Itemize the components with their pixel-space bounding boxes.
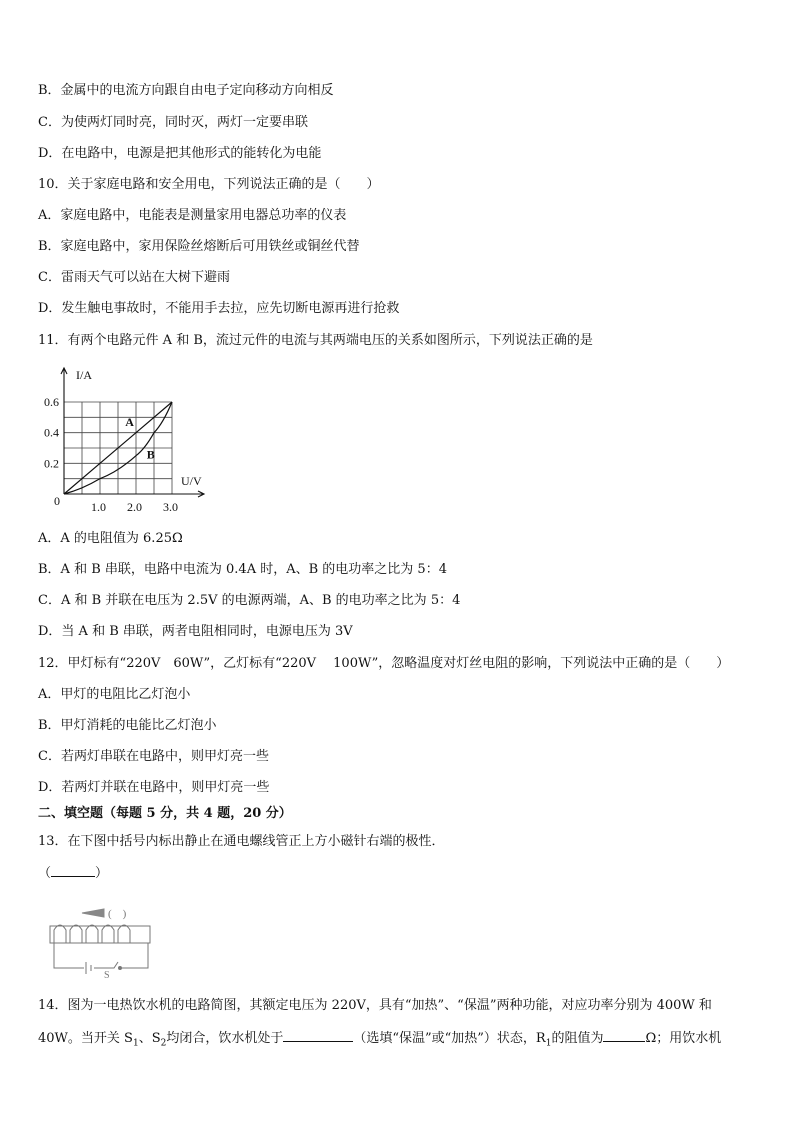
q12-option-b: B．甲灯消耗的电能比乙灯泡小	[38, 718, 217, 733]
q12-option-a: A．甲灯的电阻比乙灯泡小	[38, 687, 191, 702]
q11-option-b: B．A 和 B 串联，电路中电流为 0.4A 时，A、B 的电功率之比为 5：4	[38, 562, 447, 577]
q10-option-c: C．雷雨天气可以站在大树下避雨	[38, 270, 230, 285]
q12-option-c: C．若两灯串联在电路中，则甲灯亮一些	[38, 749, 269, 764]
y-axis-label: I/A	[76, 368, 92, 382]
solenoid-figure	[44, 898, 162, 978]
q13-close-paren: ）	[95, 866, 109, 881]
q13-answer-blank	[38, 864, 108, 883]
q10-option-d: D．发生触电事故时，不能用手去拉，应先切断电源再进行抢救	[38, 301, 400, 316]
y-tick-label: 0.6	[44, 395, 59, 409]
battery-icon	[86, 962, 91, 974]
q11-option-c: C．A 和 B 并联在电压为 2.5V 的电源两端，A、B 的电功率之比为 5：4	[38, 593, 461, 608]
x-tick-label: 3.0	[163, 500, 178, 514]
needle-bracket: ( )	[108, 908, 127, 920]
q14-text-e: 的阻值为	[551, 1031, 604, 1046]
series-label-a: A	[125, 415, 134, 430]
q14-text-f: Ω；用饮水机	[645, 1031, 722, 1046]
q14-line-2	[38, 1029, 721, 1053]
q9-option-c: C．为使两灯同时亮，同时灭，两灯一定要串联	[38, 115, 308, 130]
q11-option-d: D．当 A 和 B 串联，两者电阻相同时，电源电压为 3V	[38, 624, 353, 639]
q14-text-b: 、S	[138, 1031, 161, 1046]
q13-stem: 13．在下图中括号内标出静止在通电螺线管正上方小磁针右端的极性．	[38, 834, 445, 849]
q14-blank-resistance[interactable]	[603, 1029, 645, 1042]
switch-icon	[119, 967, 122, 970]
q12-stem: 12．甲灯标有“220V 60W”，乙灯标有“220V 100W”，忽略温度对灯丝电阻的影响，下列说法中正确的是（ ）	[38, 656, 730, 671]
section-title-fill-in: 二、填空题（每题 5 分，共 4 题，20 分）	[38, 806, 292, 821]
q14-text-c: 均闭合，饮水机处于	[166, 1031, 284, 1046]
switch-label: S	[104, 970, 110, 978]
series-label-b: B	[146, 447, 155, 462]
iv-graph	[44, 364, 224, 516]
q14-blank-state[interactable]	[283, 1029, 353, 1042]
q14-text-a: 40W。当开关 S	[38, 1031, 133, 1046]
q14-line-1: 14．图为一电热饮水机的电路简图，其额定电压为 220V，具有“加热”、“保温”两种功能，对应功率分别为 400W 和	[38, 998, 712, 1013]
q9-option-b: B．金属中的电流方向跟自由电子定向移动方向相反	[38, 83, 334, 98]
q11-option-a: A．A 的电阻值为 6.25Ω	[38, 531, 183, 546]
x-axis-label: U/V	[181, 474, 202, 488]
compass-needle-icon	[82, 909, 104, 917]
sub-2: 2	[160, 1038, 167, 1049]
y-tick-label: 0.2	[44, 456, 59, 471]
x-tick-label: 2.0	[127, 500, 142, 514]
q10-option-b: B．家庭电路中，家用保险丝熔断后可用铁丝或铜丝代替	[38, 239, 360, 254]
q10-stem: 10．关于家庭电路和安全用电，下列说法正确的是（ ）	[38, 177, 380, 192]
sub-r1: 1	[545, 1038, 552, 1049]
q11-stem: 11．有两个电路元件 A 和 B，流过元件的电流与其两端电压的关系如图所示，下列说法正确的是	[38, 333, 593, 348]
origin-label: 0	[54, 494, 60, 508]
coil-windings	[54, 925, 130, 943]
q14-text-d: （选填“保温”或“加热”）状态，R	[353, 1031, 546, 1046]
x-tick-label: 1.0	[91, 500, 106, 514]
q13-open-paren: （	[38, 866, 52, 881]
q9-option-d: D．在电路中，电源是把其他形式的能转化为电能	[38, 146, 322, 161]
y-tick-label: 0.4	[44, 425, 59, 440]
sub-1: 1	[132, 1038, 139, 1049]
q10-option-a: A．家庭电路中，电能表是测量家用电器总功率的仪表	[38, 208, 347, 223]
q12-option-d: D．若两灯并联在电路中，则甲灯亮一些	[38, 780, 270, 795]
q13-blank[interactable]	[51, 864, 95, 877]
circuit-wire	[54, 943, 148, 968]
